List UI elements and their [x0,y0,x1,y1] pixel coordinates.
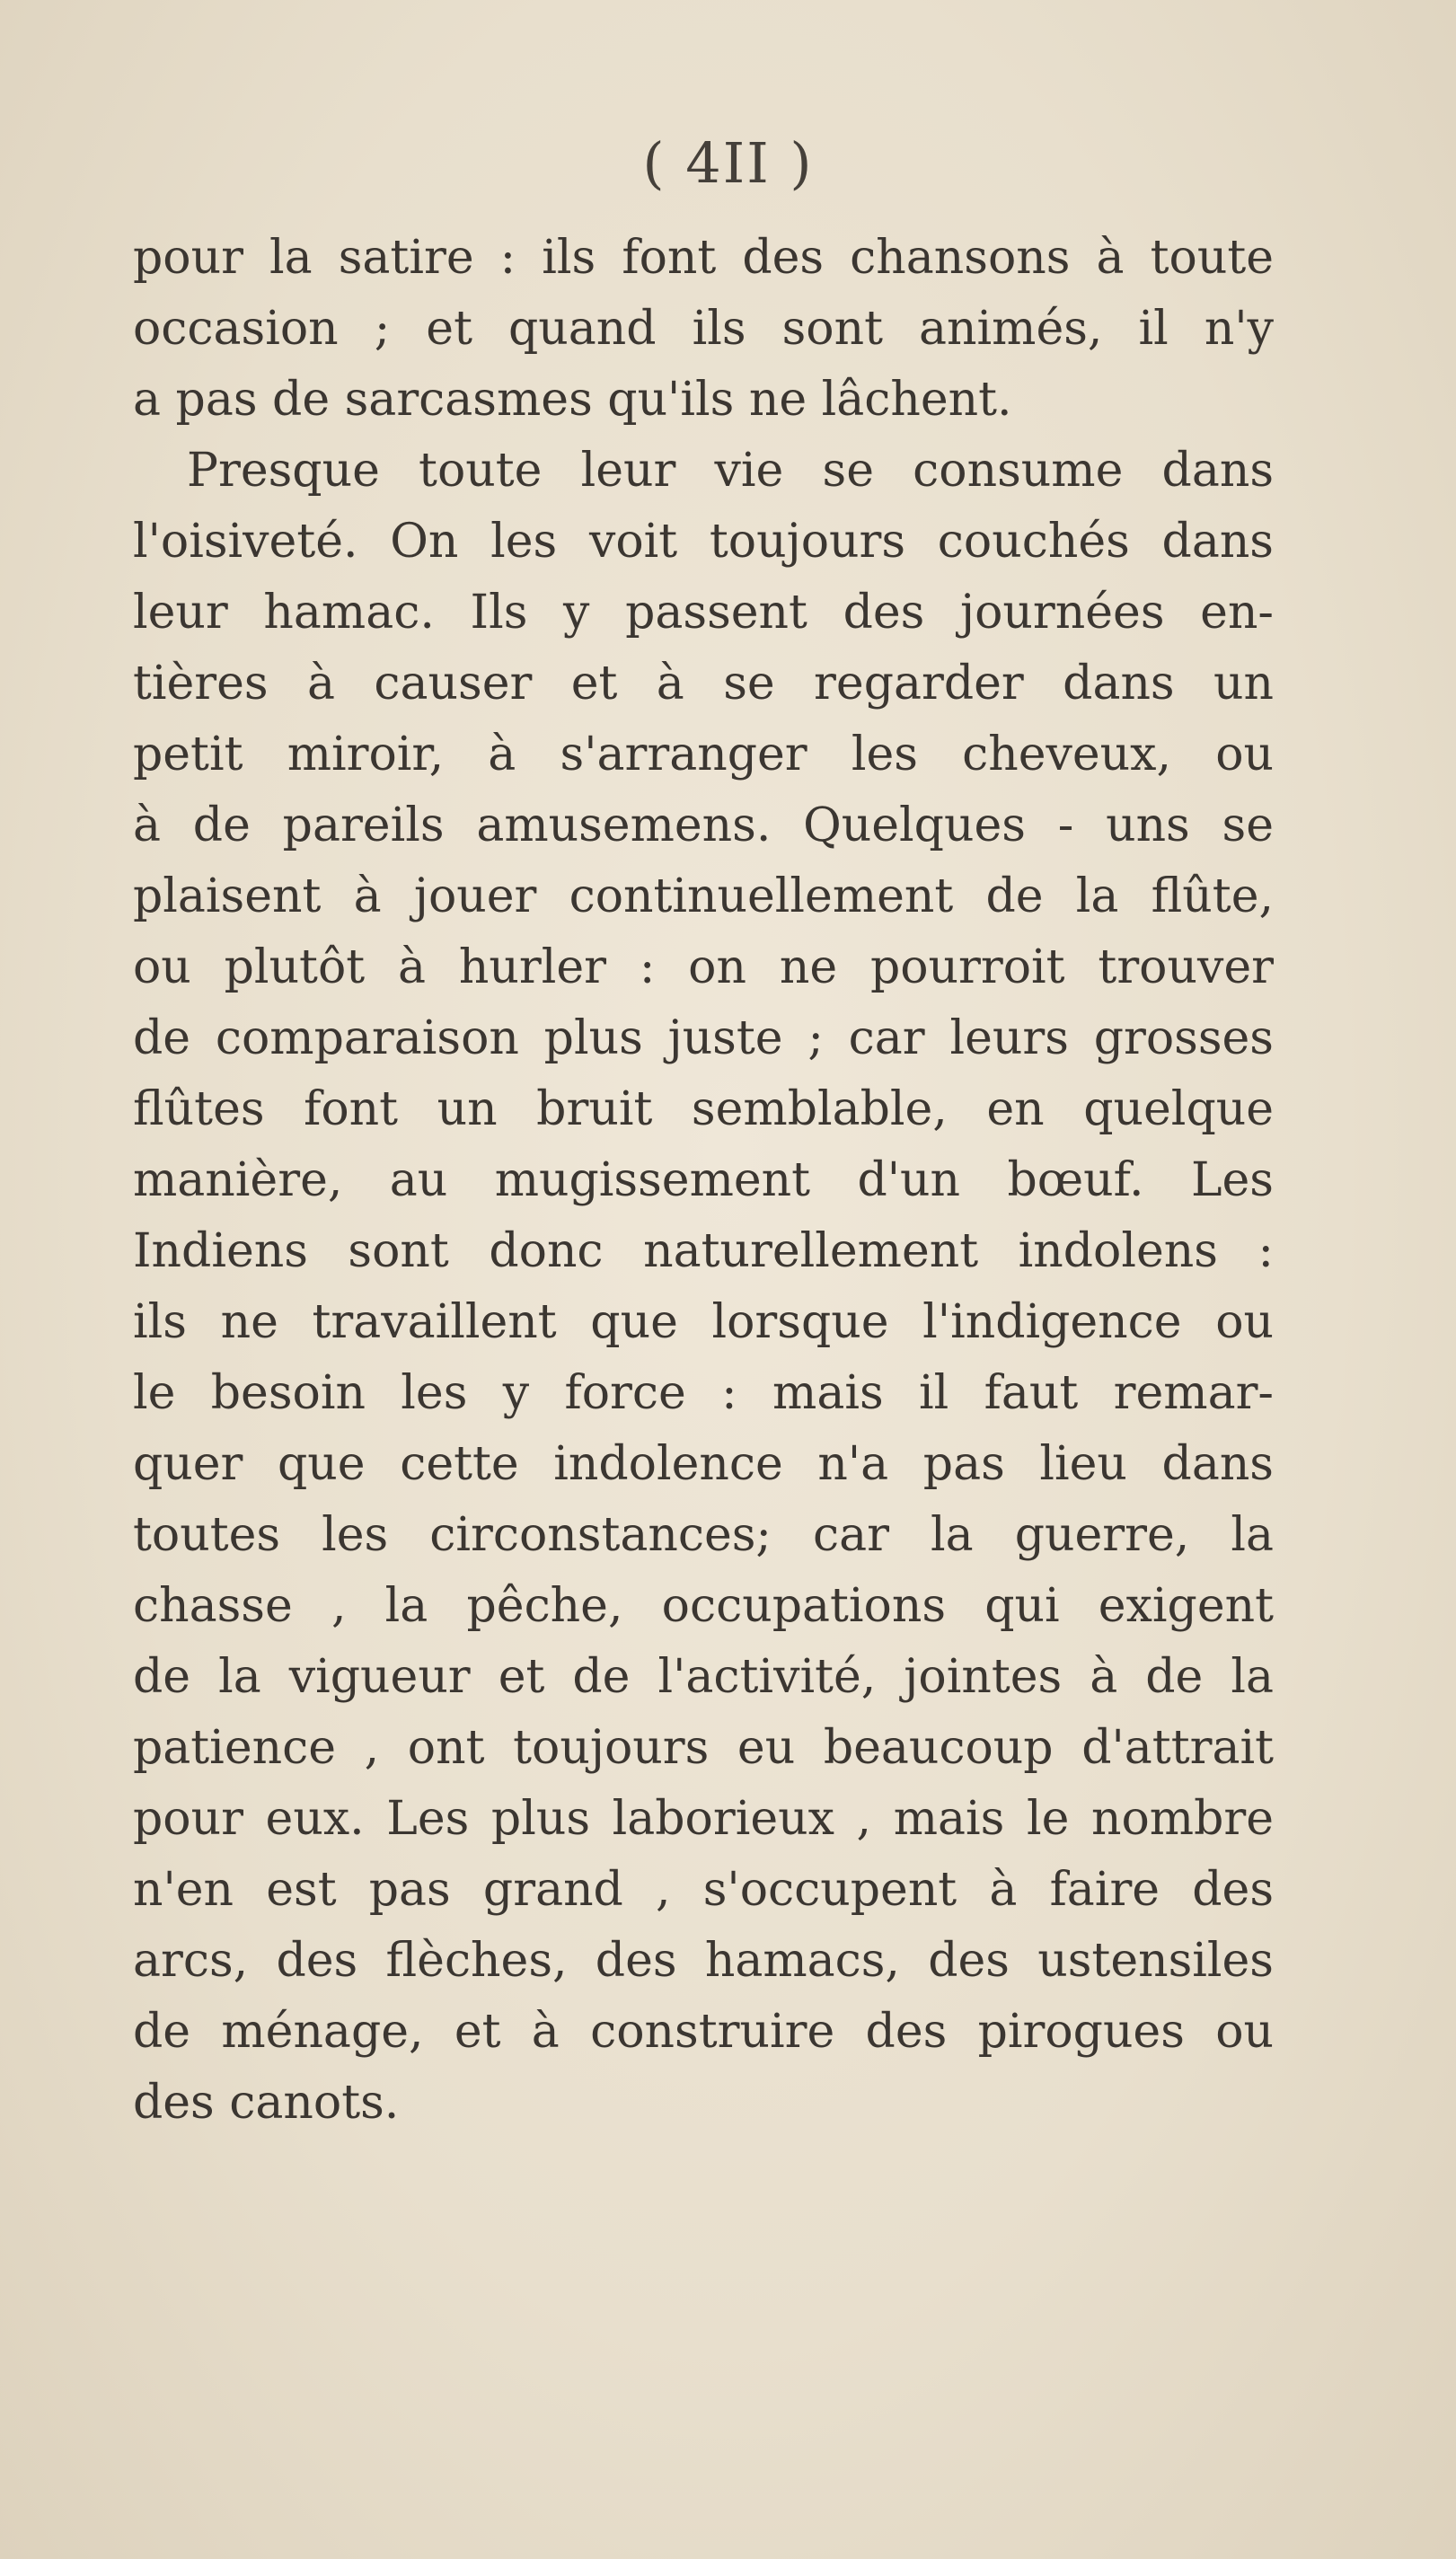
text-line: occasion ; et quand ils sont animés, il n'y [133,302,1274,356]
text-line: l'oisiveté. On les voit toujours couchés dans [133,515,1274,569]
text-line: petit miroir, à s'arranger les cheveux, ou [133,728,1274,781]
text-line: patience , ont toujours eu beaucoup d'attrait [133,1721,1274,1775]
text-line: flûtes font un bruit semblable, en quelque [133,1082,1274,1136]
text-line: arcs, des flèches, des hamacs, des ustensiles [133,1934,1274,1988]
text-line: pour la satire : ils font des chansons à toute [133,231,1274,285]
paragraph-start-line: Presque toute leur vie se consume dans [187,444,1274,498]
text-line: n'en est pas grand , s'occupent à faire des [133,1863,1274,1917]
page-number: ( 4II ) [642,130,814,196]
text-line: manière, au mugissement d'un bœuf. Les [133,1153,1274,1207]
text-line: pour eux. Les plus laborieux , mais le nombre [133,1792,1274,1846]
body-text [133,223,1274,2139]
text-line: de comparaison plus juste ; car leurs grosses [133,1011,1274,1065]
text-line: Indiens sont donc naturellement indolens : [133,1224,1274,1278]
text-line: toutes les circonstances; car la guerre, la [133,1508,1274,1562]
text-line: plaisent à jouer continuellement de la flûte, [133,869,1274,923]
text-line: chasse , la pêche, occupations qui exigent [133,1579,1274,1633]
text-line: a pas de sarcasmes qu'ils ne lâchent. [133,373,1012,427]
text-line: des canots. [133,2076,400,2130]
text-line: le besoin les y force : mais il faut remar- [133,1366,1274,1420]
text-line: ou plutôt à hurler : on ne pourroit trouver [133,940,1274,994]
text-line: leur hamac. Ils y passent des journées en- [133,586,1274,640]
text-line: à de pareils amusemens. Quelques - uns se [133,799,1274,852]
text-line: tières à causer et à se regarder dans un [133,657,1274,710]
text-line: ils ne travaillent que lorsque l'indigence ou [133,1295,1274,1349]
text-line: quer que cette indolence n'a pas lieu dans [133,1437,1274,1491]
text-line: de la vigueur et de l'activité, jointes à de la [133,1650,1274,1704]
text-line: de ménage, et à construire des pirogues ou [133,2005,1274,2059]
